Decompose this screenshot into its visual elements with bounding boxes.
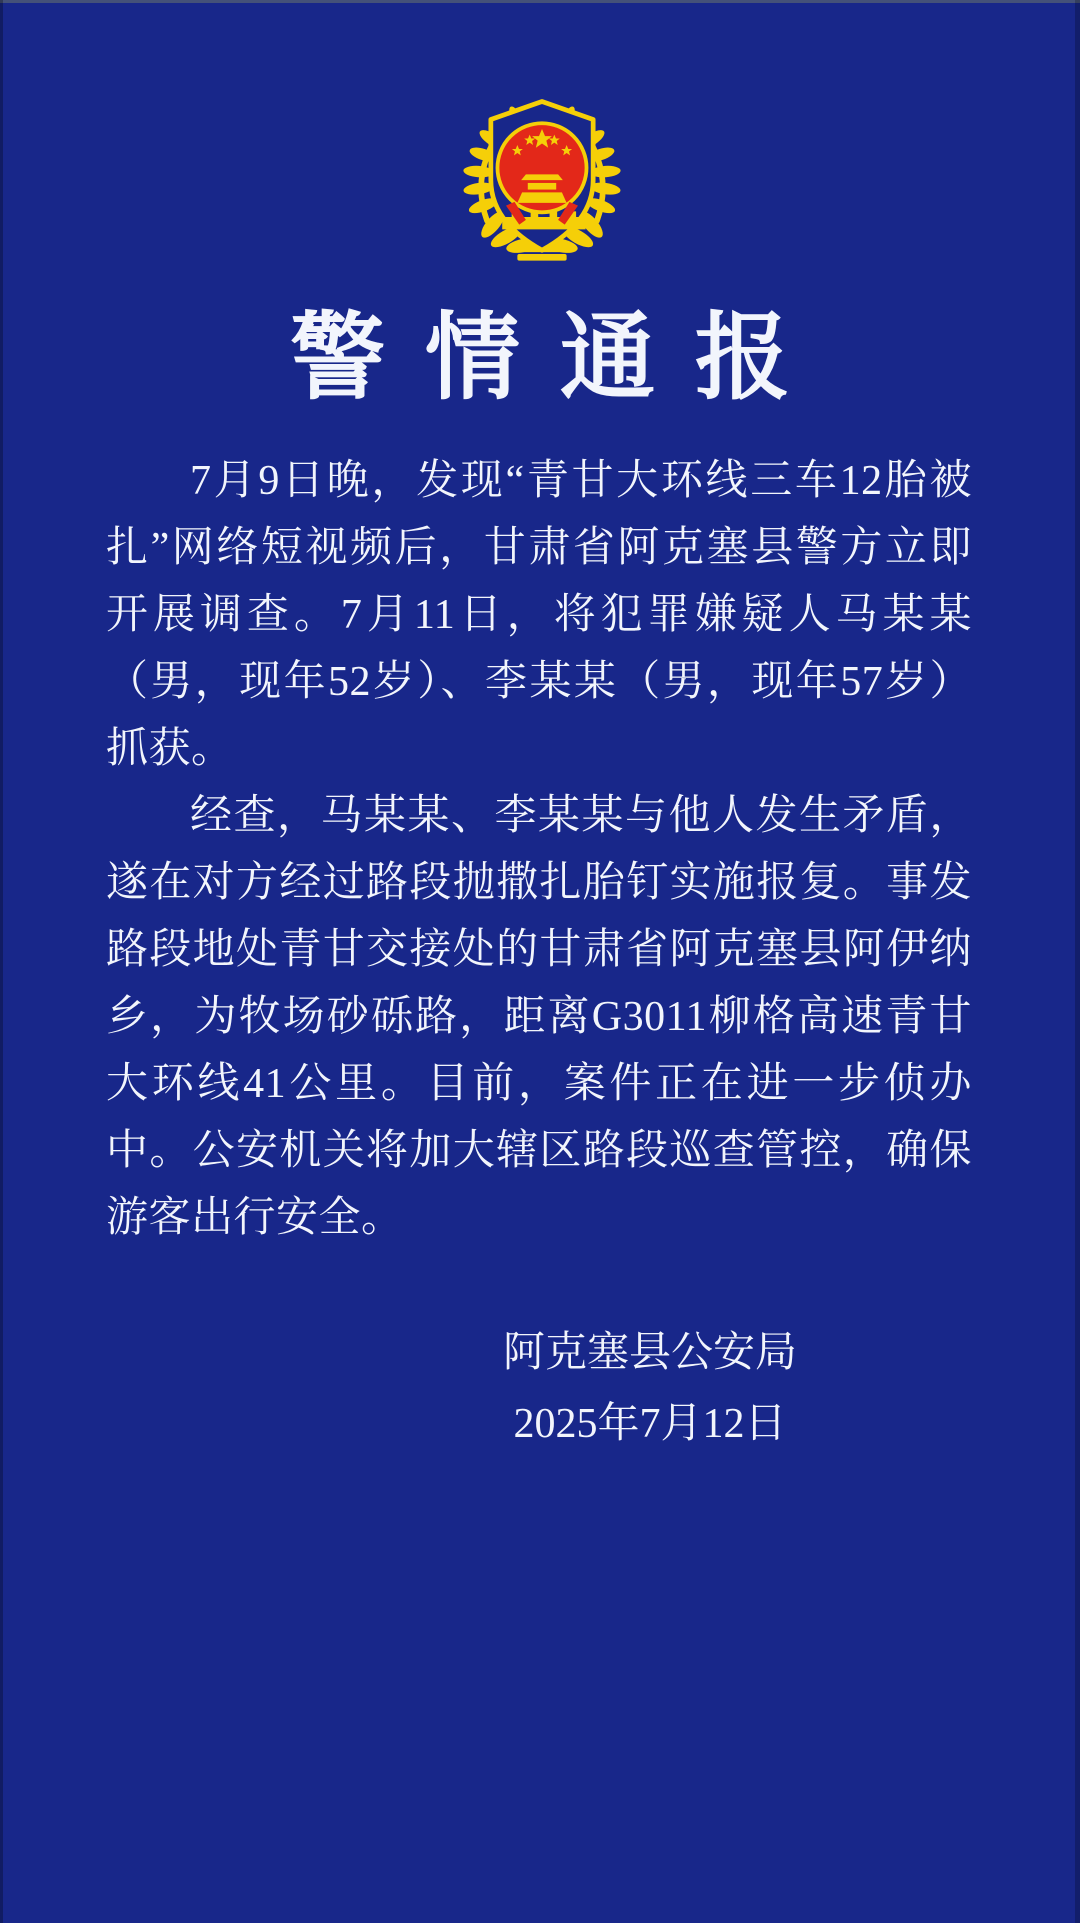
top-edge-line bbox=[0, 0, 1080, 3]
police-badge-icon bbox=[447, 92, 637, 272]
signature-date: 2025年7月12日 bbox=[513, 1401, 787, 1447]
notice-body bbox=[106, 448, 972, 1252]
right-edge-shade bbox=[1075, 0, 1080, 1923]
notice-paragraph-2: 经查，马某某、李某某与他人发生矛盾，遂在对方经过路段抛撒扎胎钉实施报复。事发路段地处青甘交接处的甘肃省阿克塞县阿伊纳乡，为牧场砂砾路，距离G3011柳格高速青甘大环线41公里。目前，案件正在进一步侦办中。公安机关将加大辖区路段巡查管控，确保游客出行安全。 bbox=[106, 793, 972, 1241]
signature-agency: 阿克塞县公安局 bbox=[502, 1330, 797, 1376]
notice-title: 警情通报 bbox=[290, 305, 830, 411]
notice-paragraph-1: 7月9日晚，发现“青甘大环线三车12胎被扎”网络短视频后，甘肃省阿克塞县警方立即开展调查。7月11日，将犯罪嫌疑人马某某（男，现年52岁）、李某某（男，现年57岁）抓获。 bbox=[106, 458, 972, 772]
signature-block bbox=[220, 1320, 1080, 1458]
left-edge-shade bbox=[0, 0, 3, 1923]
